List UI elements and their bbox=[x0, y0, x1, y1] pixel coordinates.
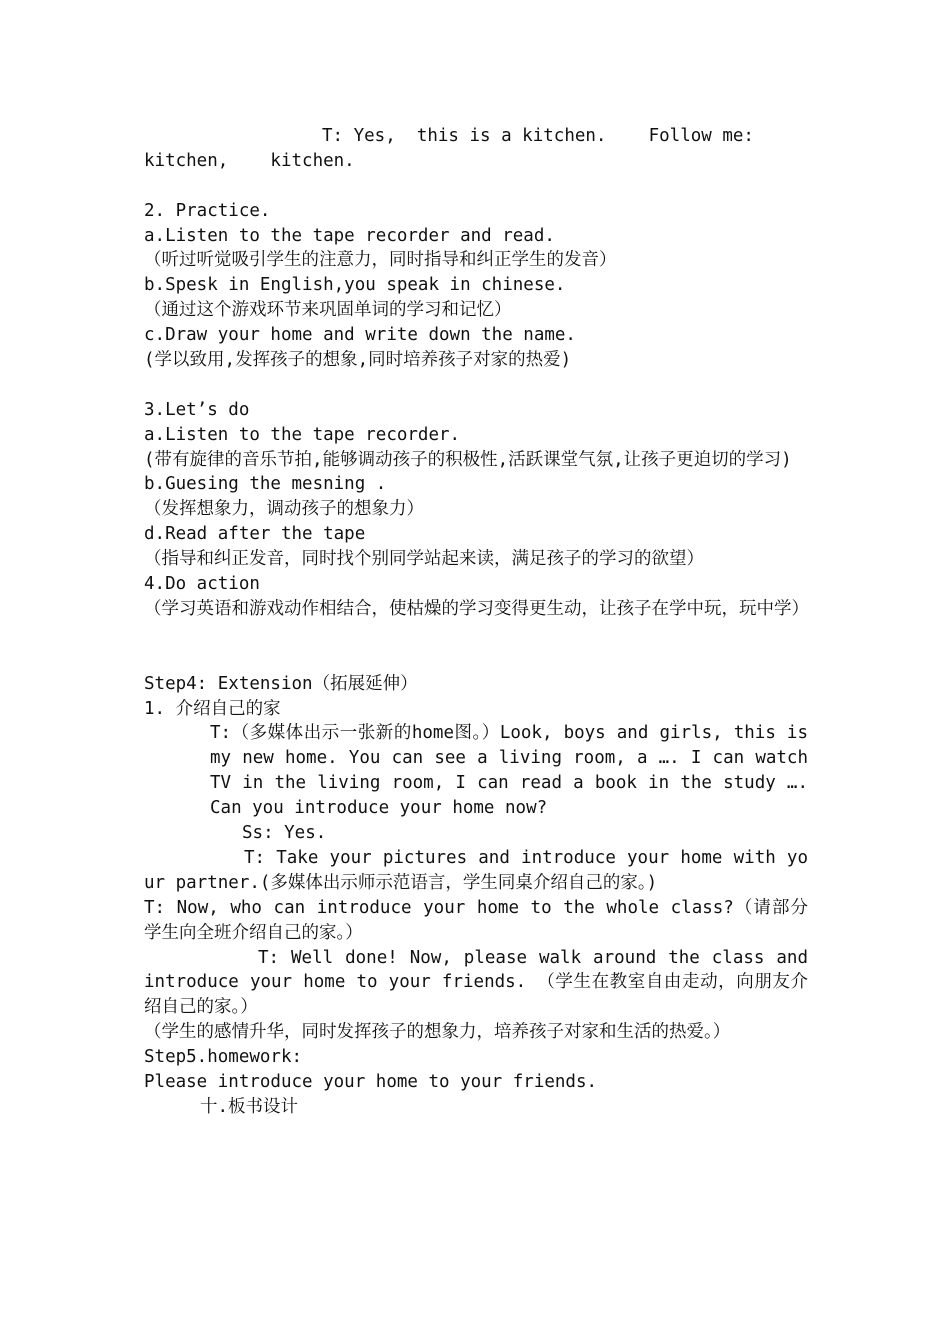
practice-item-a: a.Listen to the tape recorder and read. bbox=[144, 225, 555, 246]
step4-students-reply: Ss: Yes. bbox=[242, 823, 327, 844]
lets-do-note-d: （指导和纠正发音，同时找个别同学站起来读，满足孩子的学习的欲望） bbox=[144, 549, 704, 570]
blank-line bbox=[144, 174, 808, 199]
step4-subheading: 1. 介绍自己的家 bbox=[144, 698, 281, 719]
lets-do-heading: 3.Let’s do bbox=[144, 399, 250, 420]
step5-text: Please introduce your home to your friends. bbox=[144, 1072, 598, 1093]
step4-teacher-paragraph bbox=[144, 721, 808, 821]
step5-heading: Step5.homework: bbox=[144, 1047, 303, 1068]
do-action-note: （学习英语和游戏动作相结合，使枯燥的学习变得更生动，让孩子在学中玩，玩中学） bbox=[144, 598, 809, 619]
step4-note: （学生的感情升华，同时发挥孩子的想象力，培养孩子对家和生活的热爱。） bbox=[144, 1022, 731, 1043]
practice-item-c: c.Draw your home and write down the name. bbox=[144, 325, 576, 346]
practice-item-b: b.Spesk in English,you speak in chinese. bbox=[144, 275, 566, 296]
board-design-heading: 十.板书设计 bbox=[200, 1096, 299, 1117]
practice-heading: 2. Practice. bbox=[144, 200, 271, 221]
teacher-line-continued: kitchen, kitchen. bbox=[144, 150, 355, 171]
document-page bbox=[144, 124, 808, 1120]
step4-heading: Step4: Extension（拓展延伸） bbox=[144, 673, 418, 694]
step4-teacher-now: T: Now, who can introduce your home to the whole class?（请部分学生向全班介绍自己的家。） bbox=[144, 897, 808, 943]
lets-do-note-b: （发挥想象力，调动孩子的想象力） bbox=[144, 499, 424, 520]
teacher-line: T: Yes, this is a kitchen. Follow me: bbox=[322, 126, 754, 146]
practice-note-a: （听过听觉吸引学生的注意力，同时指导和纠正学生的发音） bbox=[144, 250, 617, 271]
do-action-heading: 4.Do action bbox=[144, 574, 260, 595]
lets-do-item-b: b.Guesing the mesning . bbox=[144, 474, 387, 495]
lets-do-item-d: d.Read after the tape bbox=[144, 524, 366, 545]
step4-teacher-text: T:（多媒体出示一张新的home图。）Look, boys and girls, this is my new home. You can see a living room, a …. I can watch TV in the living room, I can read a book in the study …. Can you introduce your home now? bbox=[210, 723, 808, 819]
blank-line bbox=[144, 373, 808, 398]
step4-teacher-well-done: T: Well done! Now, please walk around the class and introduce your home to your friends. （学生在教室自由走动，向朋友介绍自己的家。） bbox=[144, 947, 808, 1018]
blank-line bbox=[144, 622, 808, 672]
practice-note-b: （通过这个游戏环节来巩固单词的学习和记忆） bbox=[144, 300, 512, 321]
lets-do-note-a: (带有旋律的音乐节拍,能够调动孩子的积极性,活跃课堂气氛,让孩子更迫切的学习) bbox=[144, 449, 792, 470]
step4-teacher-take: T: Take your pictures and introduce your home with your partner.(多媒体出示师示范语言，学生同桌介绍自己的家。) bbox=[144, 847, 808, 893]
lets-do-item-a: a.Listen to the tape recorder. bbox=[144, 424, 461, 445]
practice-note-c: (学以致用,发挥孩子的想象,同时培养孩子对家的热爱) bbox=[144, 350, 572, 371]
